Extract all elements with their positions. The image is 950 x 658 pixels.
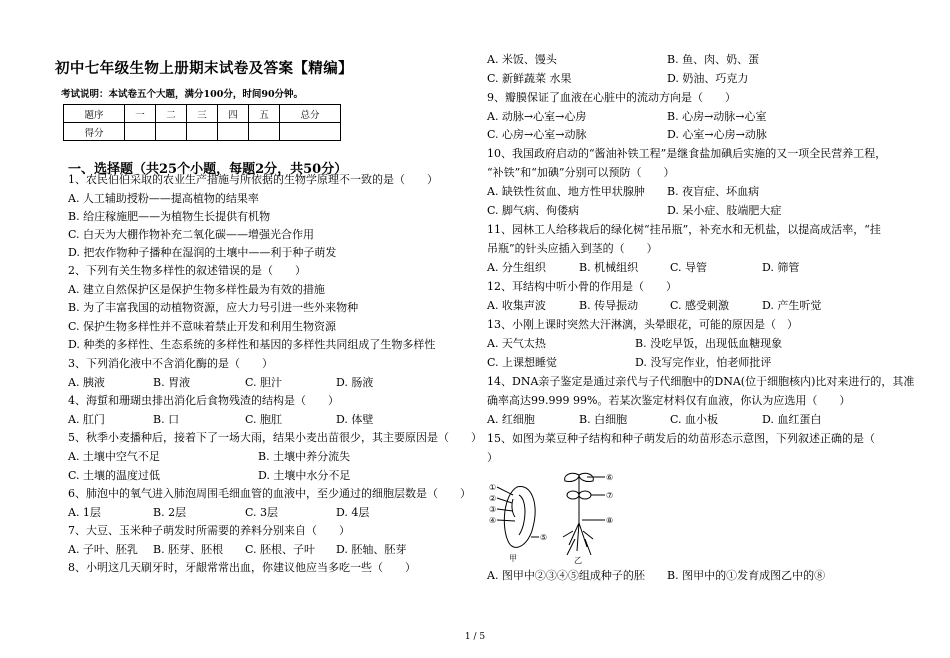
option: D. 没写完作业，怕老师批评 xyxy=(635,356,772,369)
score-row-header xyxy=(64,105,341,123)
seed-seedling-figure xyxy=(487,465,627,565)
option: D. 呆小症、肢端肥大症 xyxy=(667,204,782,217)
fig-label: ⑥ xyxy=(606,473,614,482)
option: A. 图甲中②③④⑤组成种子的胚 xyxy=(487,569,645,582)
option: B. 机械组织 xyxy=(579,261,639,274)
question-line: 6、肺泡中的氧气进入肺泡周围毛细血管的血液中，至少通过的细胞层数是（ ） xyxy=(68,487,471,500)
page-number: 1 / 5 xyxy=(464,632,486,642)
option: A. 分生组织 xyxy=(487,261,546,274)
score-row-values xyxy=(64,123,341,141)
score-cell: 总分 xyxy=(280,105,341,123)
option: A. 肛门 xyxy=(68,413,105,426)
fig-label: ⑤ xyxy=(540,533,548,542)
score-cell xyxy=(280,123,341,141)
option: C. 感受刺激 xyxy=(670,299,730,312)
option: A. 收集声波 xyxy=(487,299,546,312)
option: B. 心房→动脉→心室 xyxy=(667,110,767,123)
option: B. 图甲中的①发育成图乙中的⑧ xyxy=(667,569,826,582)
option: C. 胚根、子叶 xyxy=(245,543,316,556)
option: A. 子叶、胚乳 xyxy=(68,543,138,556)
fig-label: 甲 xyxy=(509,554,517,563)
fig-label: ① xyxy=(489,483,497,492)
question-line: 13、小刚上课时突然大汗淋漓，头晕眼花，可能的原因是（ ） xyxy=(487,318,798,331)
question-line: 1、农民伯伯采取的农业生产措施与所依据的生物学原理不一致的是（ ） xyxy=(68,173,438,186)
question-line: ） xyxy=(487,451,498,464)
question-line: 3、下列消化液中不含消化酶的是（ ） xyxy=(68,357,273,370)
option: B. 口 xyxy=(153,413,180,426)
option: D. 肠液 xyxy=(336,376,374,389)
option: D. 心室→心房→动脉 xyxy=(667,128,767,141)
option: B. 胃液 xyxy=(153,376,191,389)
option: C. 土壤的温度过低 xyxy=(68,469,161,482)
question-line: 14、DNA亲子鉴定是通过亲代与子代细胞中的DNA(位于细胞核内)比对来进行的，其准 xyxy=(487,375,915,388)
option: D. 体壁 xyxy=(336,413,374,426)
option: C. 3层 xyxy=(245,506,279,519)
score-table xyxy=(63,104,341,141)
fig-label: ③ xyxy=(489,505,497,514)
score-cell: 五 xyxy=(249,105,280,123)
option: D. 奶油、巧克力 xyxy=(667,72,749,85)
option: C. 脚气病、佝偻病 xyxy=(487,204,580,217)
fig-label: ④ xyxy=(489,516,497,525)
score-cell: 四 xyxy=(218,105,249,123)
question-line: C. 保护生物多样性并不意味着禁止开发和利用生物资源 xyxy=(68,320,337,333)
option: B. 2层 xyxy=(153,506,187,519)
option: A. 动脉→心室→心房 xyxy=(487,110,587,123)
question-line: 12、耳结构中听小骨的作用是（ ） xyxy=(487,280,677,293)
score-cell: 一 xyxy=(125,105,156,123)
option: A. 1层 xyxy=(68,506,101,519)
score-cell xyxy=(156,123,187,141)
fig-label: ⑧ xyxy=(606,516,614,525)
option: B. 胚芽、胚根 xyxy=(153,543,224,556)
option: B. 白细胞 xyxy=(579,413,628,426)
option: D. 产生听觉 xyxy=(762,299,822,312)
option: D. 土壤中水分不足 xyxy=(258,469,351,482)
score-cell xyxy=(249,123,280,141)
option: C. 新鲜蔬菜 水果 xyxy=(487,72,572,85)
question-line: A. 建立自然保护区是保护生物多样性最为有效的措施 xyxy=(68,283,325,296)
fig-label: ② xyxy=(489,494,497,503)
question-line: 7、大豆、玉米种子萌发时所需要的养料分别来自（ ） xyxy=(68,524,350,537)
option: B. 鱼、肉、奶、蛋 xyxy=(667,53,760,66)
question-line: 4、海蜇和珊瑚虫排出消化后食物残渣的结构是（ ） xyxy=(68,394,339,407)
section-heading: 一、选择题（共25个小题，每题2分，共50分） xyxy=(68,162,348,177)
option: A. 土壤中空气不足 xyxy=(68,450,160,463)
question-line: B. 给庄稼施肥——为植物生长提供有机物 xyxy=(68,210,271,223)
score-cell xyxy=(187,123,218,141)
question-line: 吊瓶”的针头应插入到茎的（ ） xyxy=(487,242,658,255)
option: A. 天气太热 xyxy=(487,337,546,350)
option: A. 红细胞 xyxy=(487,413,535,426)
question-line: 11、园林工人给移栽后的绿化树“挂吊瓶”，补充水和无机盐，以提高成活率，“挂 xyxy=(487,223,881,236)
question-line: D. 把农作物种子播种在湿润的土壤中——利于种子萌发 xyxy=(68,246,337,259)
question-line: 2、下列有关生物多样性的叙述错误的是（ ） xyxy=(68,264,306,277)
score-cell: 得分 xyxy=(64,123,125,141)
option: C. 上课想睡觉 xyxy=(487,356,558,369)
option: D. 筛管 xyxy=(762,261,800,274)
option: B. 土壤中养分流失 xyxy=(258,450,351,463)
option: D. 胚轴、胚芽 xyxy=(336,543,407,556)
option: C. 胞肛 xyxy=(245,413,283,426)
question-line: 10、我国政府启动的“酱油补铁工程”是继食盐加碘后实施的又一项全民营养工程， xyxy=(487,147,887,160)
score-cell: 三 xyxy=(187,105,218,123)
question-line: A. 人工辅助授粉——提高植物的结果率 xyxy=(68,192,259,205)
score-cell xyxy=(218,123,249,141)
question-line: 5、秋季小麦播种后，接着下了一场大雨，结果小麦出苗很少，其主要原因是（ ） xyxy=(68,431,482,444)
score-cell: 二 xyxy=(156,105,187,123)
question-line: 确率高达99.999 99%。若某次鉴定材料仅有血液，你认为应选用（ ） xyxy=(487,394,851,407)
question-line: C. 白天为大棚作物补充二氧化碳——增强光合作用 xyxy=(68,228,315,241)
seed-diagram xyxy=(497,487,539,548)
option: C. 血小板 xyxy=(670,413,719,426)
option: D. 4层 xyxy=(336,506,370,519)
option: B. 没吃早饭，出现低血糖现象 xyxy=(635,337,783,350)
option: B. 夜盲症、坏血病 xyxy=(667,185,760,198)
score-cell xyxy=(125,123,156,141)
option: D. 血红蛋白 xyxy=(762,413,822,426)
option: C. 导管 xyxy=(670,261,708,274)
fig-label: 乙 xyxy=(574,556,582,565)
page-title: 初中七年级生物上册期末试卷及答案【精编】 xyxy=(55,60,353,77)
fig-label: ⑦ xyxy=(606,491,614,500)
option: A. 米饭、馒头 xyxy=(487,53,557,66)
question-line: 15、如图为菜豆种子结构和种子萌发后的幼苗形态示意图，下列叙述正确的是（ xyxy=(487,432,875,445)
score-cell: 题序 xyxy=(64,105,125,123)
option: C. 胆汁 xyxy=(245,376,283,389)
seedling-diagram xyxy=(563,473,605,555)
option: B. 传导振动 xyxy=(579,299,639,312)
option: C. 心房→心室→动脉 xyxy=(487,128,587,141)
question-line: “补铁”和“加碘”分别可以预防（ ） xyxy=(487,166,675,179)
question-line: D. 种类的多样性、生态系统的多样性和基因的多样性共同组成了生物多样性 xyxy=(68,338,436,351)
question-line: 8、小明这几天刷牙时，牙龈常常出血，你建议他应当多吃一些（ ） xyxy=(68,561,416,574)
exam-note: 考试说明：本试卷五个大题，满分100分，时间90分钟。 xyxy=(61,89,304,100)
option: A. 缺铁性贫血、地方性甲状腺肿 xyxy=(487,185,645,198)
option: A. 胰液 xyxy=(68,376,105,389)
question-line: 9、瓣膜保证了血液在心脏中的流动方向是（ ） xyxy=(487,91,736,104)
question-line: B. 为了丰富我国的动植物资源，应大力号引进一些外来物种 xyxy=(68,301,359,314)
